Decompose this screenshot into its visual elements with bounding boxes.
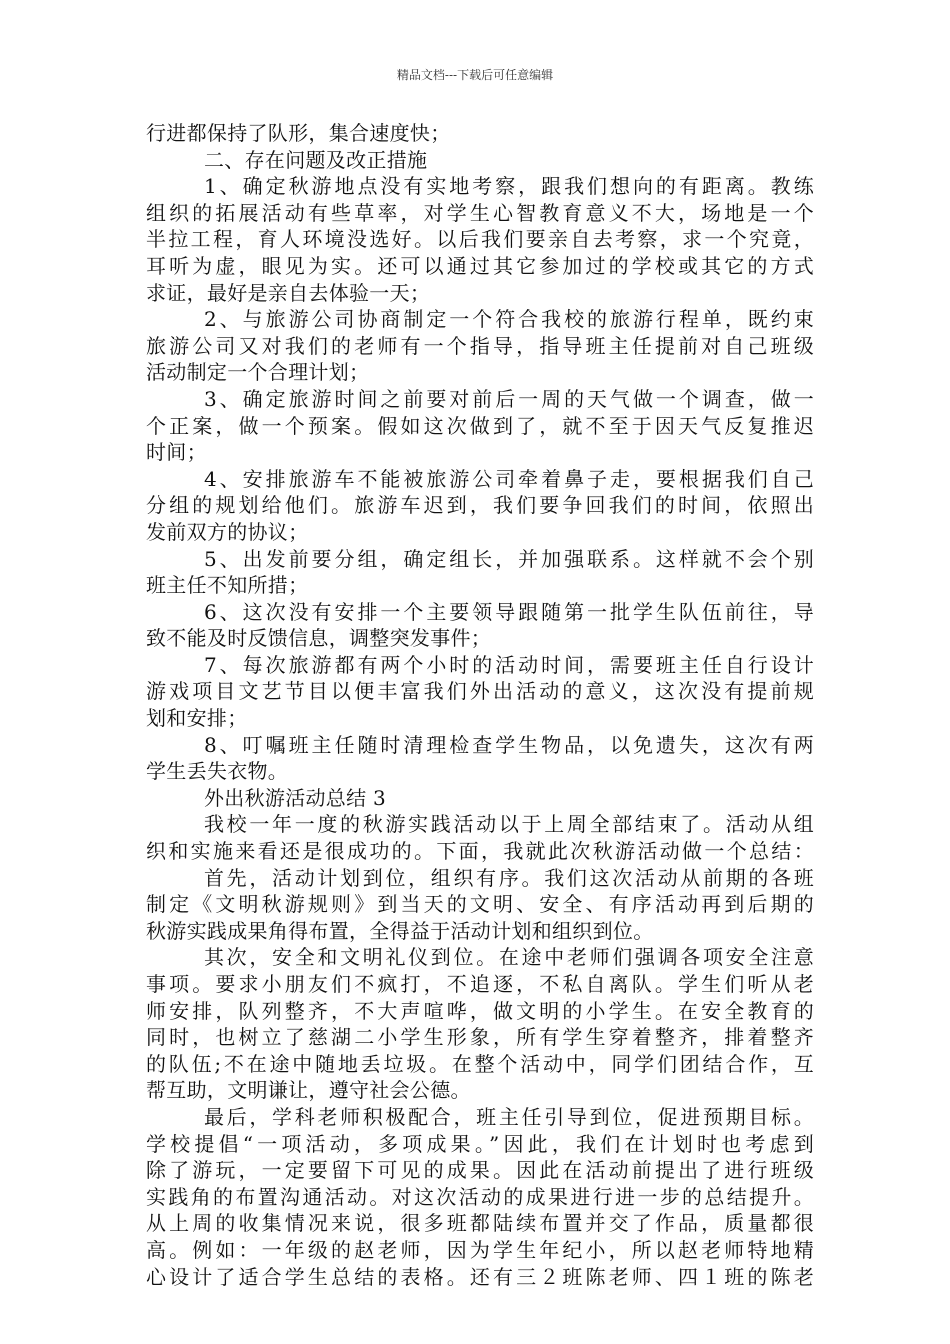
text-line: 半拉工程，育人环境没选好。以后我们要亲自去考察，求一个究竟， (146, 227, 814, 252)
text-line: 心设计了适合学生总结的表格。还有三２班陈老师、四１班的陈老 (146, 1264, 814, 1289)
text-line: 事项。要求小朋友们不疯打，不追逐，不私自离队。学生们听从老 (146, 972, 814, 996)
text-line: 制定《文明秋游规则》到当天的文明、安全、有序活动再到后期的 (146, 892, 814, 917)
text-line: 求证，最好是亲自去体验一天； (146, 280, 431, 305)
text-line: 实践角的布置沟通活动。对这次活动的成果进行进一步的总结提升。 (146, 1184, 814, 1209)
text-line: 的队伍;不在途中随地丢垃圾。在整个活动中，同学们团结合作，互 (146, 1051, 814, 1076)
text-line: 学校提倡“一项活动，多项成果。”因此，我们在计划时也考虑到 (146, 1131, 814, 1156)
text-line: 旅游公司又对我们的老师有一个指导，指导班主任提前对自己班级 (146, 333, 814, 358)
text-line: 活动制定一个合理计划； (146, 360, 370, 385)
text-line: 高。例如：一年级的赵老师，因为学生年纪小，所以赵老师特地精 (146, 1237, 814, 1262)
text-line: 时间； (146, 440, 207, 465)
document-body (146, 120, 814, 1290)
section-heading: 外出秋游活动总结 3 (204, 785, 387, 810)
text-line: 8、叮嘱班主任随时清理检查学生物品，以免遗失，这次有两 (204, 732, 814, 757)
text-line: 从上周的收集情况来说，很多班都陆续布置并交了作品，质量都很 (146, 1211, 814, 1236)
text-line: 行进都保持了队形，集合速度快； (146, 121, 451, 145)
text-line: 师安排，队列整齐，不大声喧哗，做文明的小学生。在安全教育的 (146, 998, 814, 1023)
text-line: 3、确定旅游时间之前要对前后一周的天气做一个调查，做一 (204, 386, 814, 411)
text-line: 织和实施来看还是很成功的。下面，我就此次秋游活动做一个总结： (146, 839, 814, 864)
section-heading: 二、存在问题及改正措施 (204, 147, 428, 172)
text-line: 分组的规划给他们。旅游车迟到，我们要争回我们的时间，依照出 (146, 493, 814, 518)
text-line: 1、确定秋游地点没有实地考察，跟我们想向的有距离。教练 (204, 174, 814, 199)
text-line: 同时，也树立了慈湖二小学生形象，所有学生穿着整齐，排着整齐 (146, 1025, 814, 1050)
text-line: 帮互助，文明谦让，遵守社会公德。 (146, 1078, 471, 1103)
text-line: 学生丢失衣物。 (146, 759, 289, 784)
text-line: 2、与旅游公司协商制定一个符合我校的旅游行程单，既约束 (204, 307, 814, 332)
text-line: 6、这次没有安排一个主要领导跟随第一批学生队伍前往，导 (204, 599, 814, 624)
text-line: 划和安排； (146, 706, 248, 731)
text-line: 班主任不知所措； (146, 573, 309, 598)
text-line: 5、出发前要分组，确定组长，并加强联系。这样就不会个别 (204, 546, 814, 571)
text-line: 秋游实践成果角得布置，全得益于活动计划和组织到位。 (146, 918, 654, 943)
text-line: 个正案，做一个预案。假如这次做到了，就不至于因天气反复推迟 (146, 413, 814, 438)
page-header: 精品文档---下载后可任意编辑 (396, 68, 554, 82)
text-line: 除了游玩，一定要留下可见的成果。因此在活动前提出了进行班级 (146, 1158, 814, 1183)
text-line: 7、每次旅游都有两个小时的活动时间，需要班主任自行设计 (204, 652, 814, 677)
text-line: 首先，活动计划到位，组织有序。我们这次活动从前期的各班 (204, 865, 814, 890)
text-line: 游戏项目文艺节目以便丰富我们外出活动的意义，这次没有提前规 (146, 679, 814, 704)
text-line: 耳听为虚，眼见为实。还可以通过其它参加过的学校或其它的方式 (146, 253, 814, 278)
text-line: 其次，安全和文明礼仪到位。在途中老师们强调各项安全注意 (204, 945, 814, 970)
text-line: 致不能及时反馈信息，调整突发事件； (146, 626, 492, 651)
text-line: 我校一年一度的秋游实践活动以于上周全部结束了。活动从组 (204, 812, 814, 837)
text-line: 最后，学科老师积极配合，班主任引导到位，促进预期目标。 (204, 1104, 814, 1129)
text-line: 组织的拓展活动有些草率，对学生心智教育意义不大，场地是一个 (146, 200, 814, 225)
text-line: 发前双方的协议； (146, 519, 309, 544)
text-line: 4、安排旅游车不能被旅游公司牵着鼻子走，要根据我们自己 (204, 466, 814, 491)
